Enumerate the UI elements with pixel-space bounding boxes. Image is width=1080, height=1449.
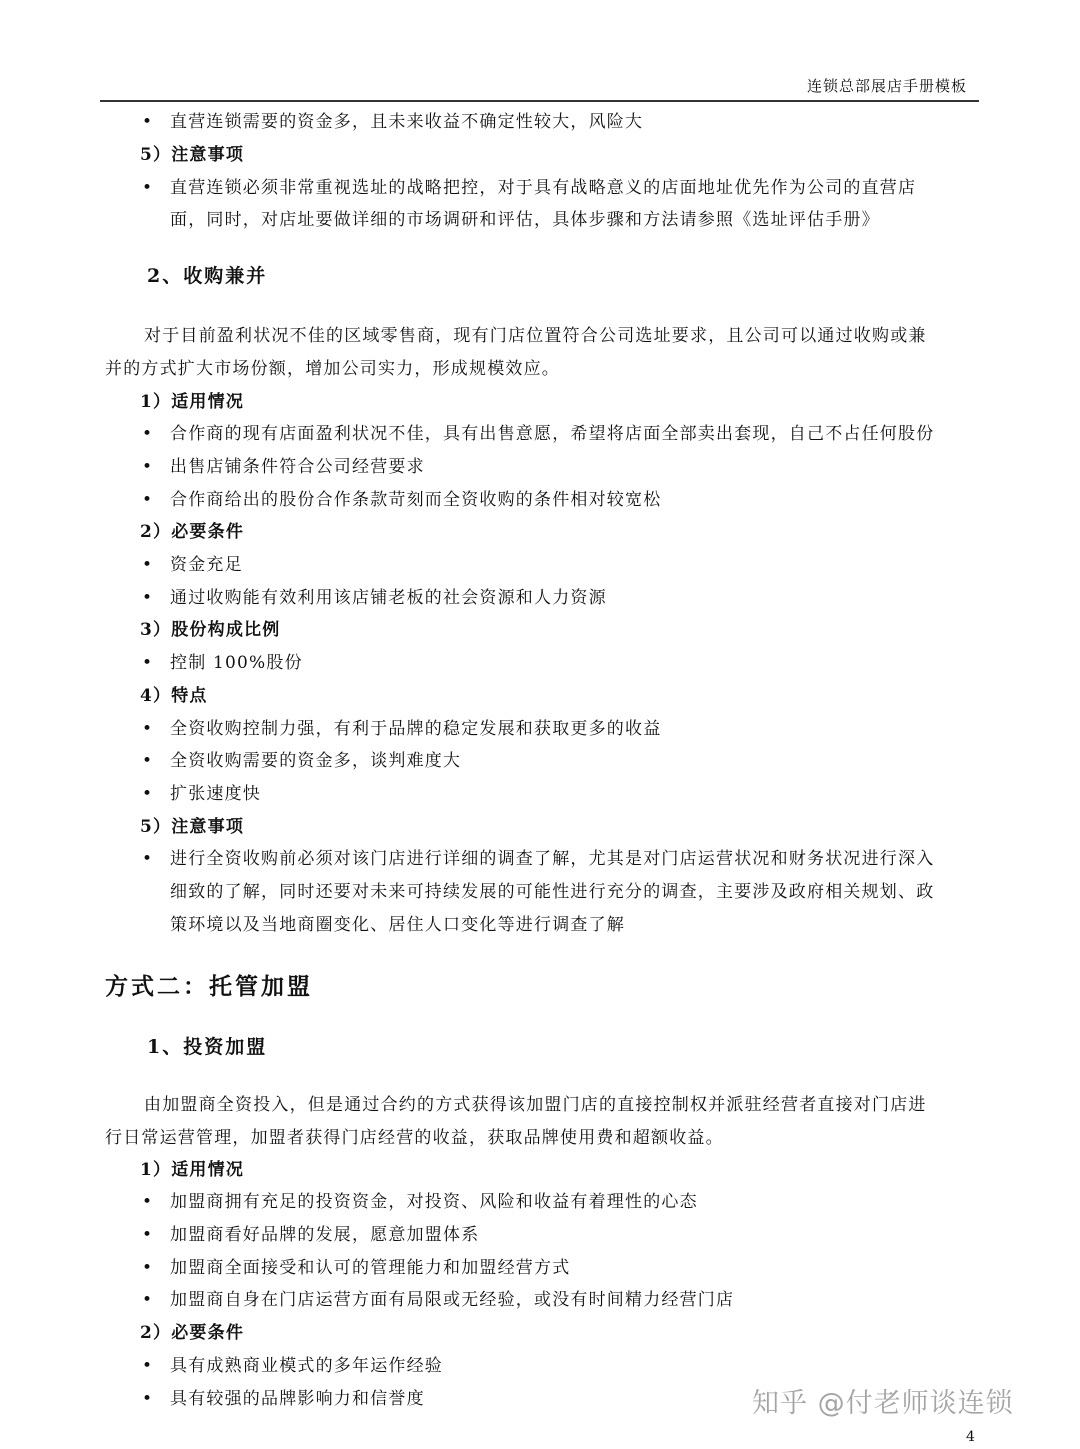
bullet-dot: • — [142, 719, 153, 739]
bullet-item: 加盟商自身在门店运营方面有局限或无经验，或没有时间精力经营门店 — [170, 1290, 735, 1310]
header-title: 连锁总部展店手册模板 — [806, 77, 967, 95]
bullet-dot: • — [142, 653, 153, 673]
bullet-item: 出售店铺条件符合公司经营要求 — [170, 457, 425, 477]
bullet-item: 全资收购需要的资金多，谈判难度大 — [170, 751, 462, 771]
paragraph-text: 由加盟商全资投入，但是通过合约的方式获得该加盟门店的直接控制权并派驻经营者直接对门店进 — [144, 1095, 927, 1115]
bullet-item: 控制 100%股份 — [170, 653, 303, 673]
bullet-dot: • — [142, 490, 153, 510]
bullet-dot: • — [142, 1192, 153, 1212]
bullet-dot: • — [142, 784, 153, 804]
bullet-item: 扩张速度快 — [170, 784, 261, 804]
bullet-dot: • — [142, 1290, 153, 1310]
subsection-heading: 3）股份构成比例 — [140, 620, 281, 640]
subsection-heading: 2）必要条件 — [140, 522, 245, 542]
bullet-item: 合作商的现有店面盈利状况不佳，具有出售意愿，希望将店面全部卖出套现，自己不占任何股份 — [170, 424, 935, 444]
bullet-item: 进行全资收购前必须对该门店进行详细的调查了解，尤其是对门店运营状况和财务状况进行深入 — [170, 849, 935, 869]
bullet-item-continuation: 策环境以及当地商圈变化、居住人口变化等进行调查了解 — [170, 915, 625, 935]
bullet-item: 直营连锁必须非常重视选址的战略把控，对于具有战略意义的店面地址优先作为公司的直营店 — [170, 178, 917, 198]
bullet-dot: • — [142, 1225, 153, 1245]
bullet-item-continuation: 面，同时，对店址要做详细的市场调研和评估，具体步骤和方法请参照《选址评估手册》 — [170, 210, 880, 230]
bullet-item: 具有成熟商业模式的多年运作经验 — [170, 1356, 443, 1376]
bullet-item: 具有较强的品牌影响力和信誉度 — [170, 1389, 425, 1409]
bullet-dot: • — [142, 588, 153, 608]
section-heading: 2、收购兼并 — [147, 265, 268, 287]
bullet-item: 加盟商拥有充足的投资资金，对投资、风险和收益有着理性的心态 — [170, 1192, 698, 1212]
page-header — [100, 76, 979, 102]
bullet-dot: • — [142, 751, 153, 771]
subsection-heading: 1）适用情况 — [140, 1160, 245, 1180]
subsection-heading: 1）适用情况 — [140, 392, 245, 412]
bullet-item: 加盟商全面接受和认可的管理能力和加盟经营方式 — [170, 1258, 571, 1278]
bullet-dot: • — [142, 1389, 153, 1409]
paragraph-text: 行日常运营管理，加盟者获得门店经营的收益，获取品牌使用费和超额收益。 — [105, 1128, 724, 1148]
watermark: 知乎 @付老师谈连锁 — [752, 1388, 1014, 1419]
subsection-heading: 4）特点 — [140, 686, 208, 706]
paragraph-text: 对于目前盈利状况不佳的区域零售商，现有门店位置符合公司选址要求，且公司可以通过收购或兼 — [144, 326, 927, 346]
subsection-heading: 5）注意事项 — [140, 817, 245, 837]
bullet-dot: • — [142, 1258, 153, 1278]
bullet-dot: • — [142, 457, 153, 477]
bullet-dot: • — [142, 555, 153, 575]
bullet-item-continuation: 细致的了解，同时还要对未来可持续发展的可能性进行充分的调查，主要涉及政府相关规划、政 — [170, 882, 935, 902]
paragraph-text: 并的方式扩大市场份额，增加公司实力，形成规模效应。 — [105, 359, 560, 379]
bullet-dot: • — [142, 112, 153, 132]
subsection-heading: 2）必要条件 — [140, 1323, 245, 1343]
bullet-item: 合作商给出的股份合作条款苛刻而全资收购的条件相对较宽松 — [170, 490, 662, 510]
bullet-item: 加盟商看好品牌的发展，愿意加盟体系 — [170, 1225, 480, 1245]
bullet-item: 全资收购控制力强，有利于品牌的稳定发展和获取更多的收益 — [170, 719, 662, 739]
bullet-dot: • — [142, 849, 153, 869]
bullet-dot: • — [142, 424, 153, 444]
bullet-item: 通过收购能有效利用该店铺老板的社会资源和人力资源 — [170, 588, 607, 608]
page-number: 4 — [966, 1429, 975, 1445]
chapter-heading: 方式二：托管加盟 — [105, 973, 313, 1000]
subsection-heading: 5）注意事项 — [140, 145, 245, 165]
bullet-item: 直营连锁需要的资金多，且未来收益不确定性较大，风险大 — [170, 112, 644, 132]
bullet-dot: • — [142, 178, 153, 198]
section-heading: 1、投资加盟 — [147, 1036, 268, 1058]
bullet-dot: • — [142, 1356, 153, 1376]
bullet-item: 资金充足 — [170, 555, 243, 575]
